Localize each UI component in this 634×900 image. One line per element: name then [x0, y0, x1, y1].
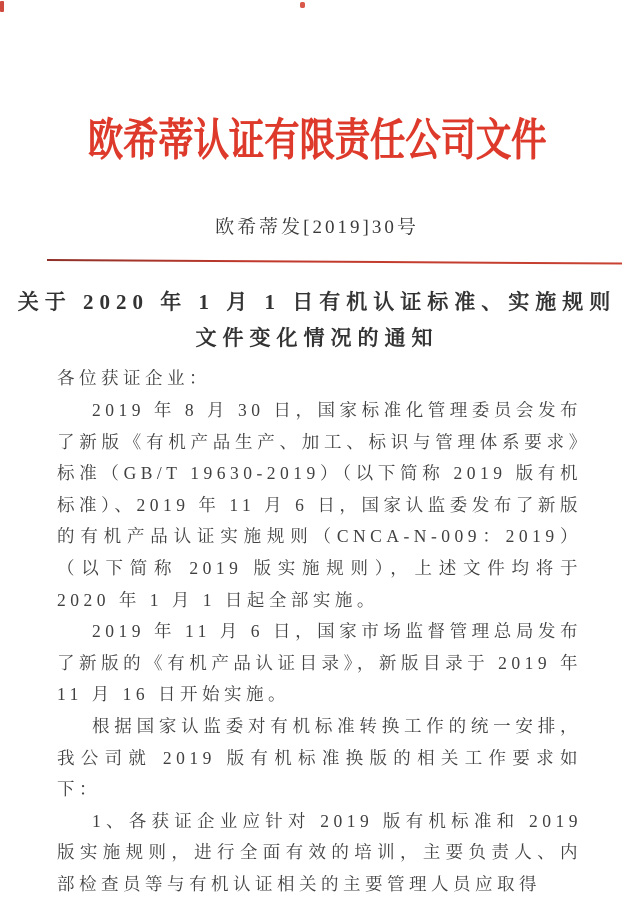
company-document-title: 欧希蒂认证有限责任公司文件: [87, 116, 547, 166]
notice-body: [57, 363, 582, 900]
notice-title: [0, 284, 634, 356]
letterhead: [0, 116, 634, 168]
paragraph-1: 2019 年 8 月 30 日，国家标准化管理委员会发布了新版《有机产品生产、加工、标识与管理体系要求》标准（GB/T 19630-2019）（以下简称 2019 版有机标准）、2019 年 11 月 6 日，国家认监委发布了新版的有机产品认证实施规则（CNCA-N-009：2019）（以下简称 2019 版实施规则），上述文件均将于 2020 年 1 月 1 日起全部实施。: [57, 399, 582, 610]
notice-title-line1: 关于 2020 年 1 月 1 日有机认证标准、实施规则: [17, 290, 617, 315]
salutation: 各位获证企业：: [57, 368, 211, 389]
scan-speck-left: [0, 1, 4, 12]
document-number: 欧希蒂发[2019]30号: [215, 217, 419, 238]
paragraph-4: 1、各获证企业应针对 2019 版有机标准和 2019 版实施规则，进行全面有效的培训，主要负责人、内部检查员等与有机认证相关的主要管理人员应取得: [57, 810, 582, 894]
paragraph-3: 根据国家认监委对有机标准转换工作的统一安排，我公司就 2019 版有机标准换版的相关工作要求如下：: [57, 715, 582, 800]
red-divider-line: [47, 259, 622, 265]
scan-speck-mid: [300, 2, 305, 8]
paragraph-2: 2019 年 11 月 6 日，国家市场监督管理总局发布了新版的《有机产品认证目录》，新版目录于 2019 年 11 月 16 日开始实施。: [57, 621, 582, 705]
notice-title-line2: 文件变化情况的通知: [195, 326, 439, 351]
